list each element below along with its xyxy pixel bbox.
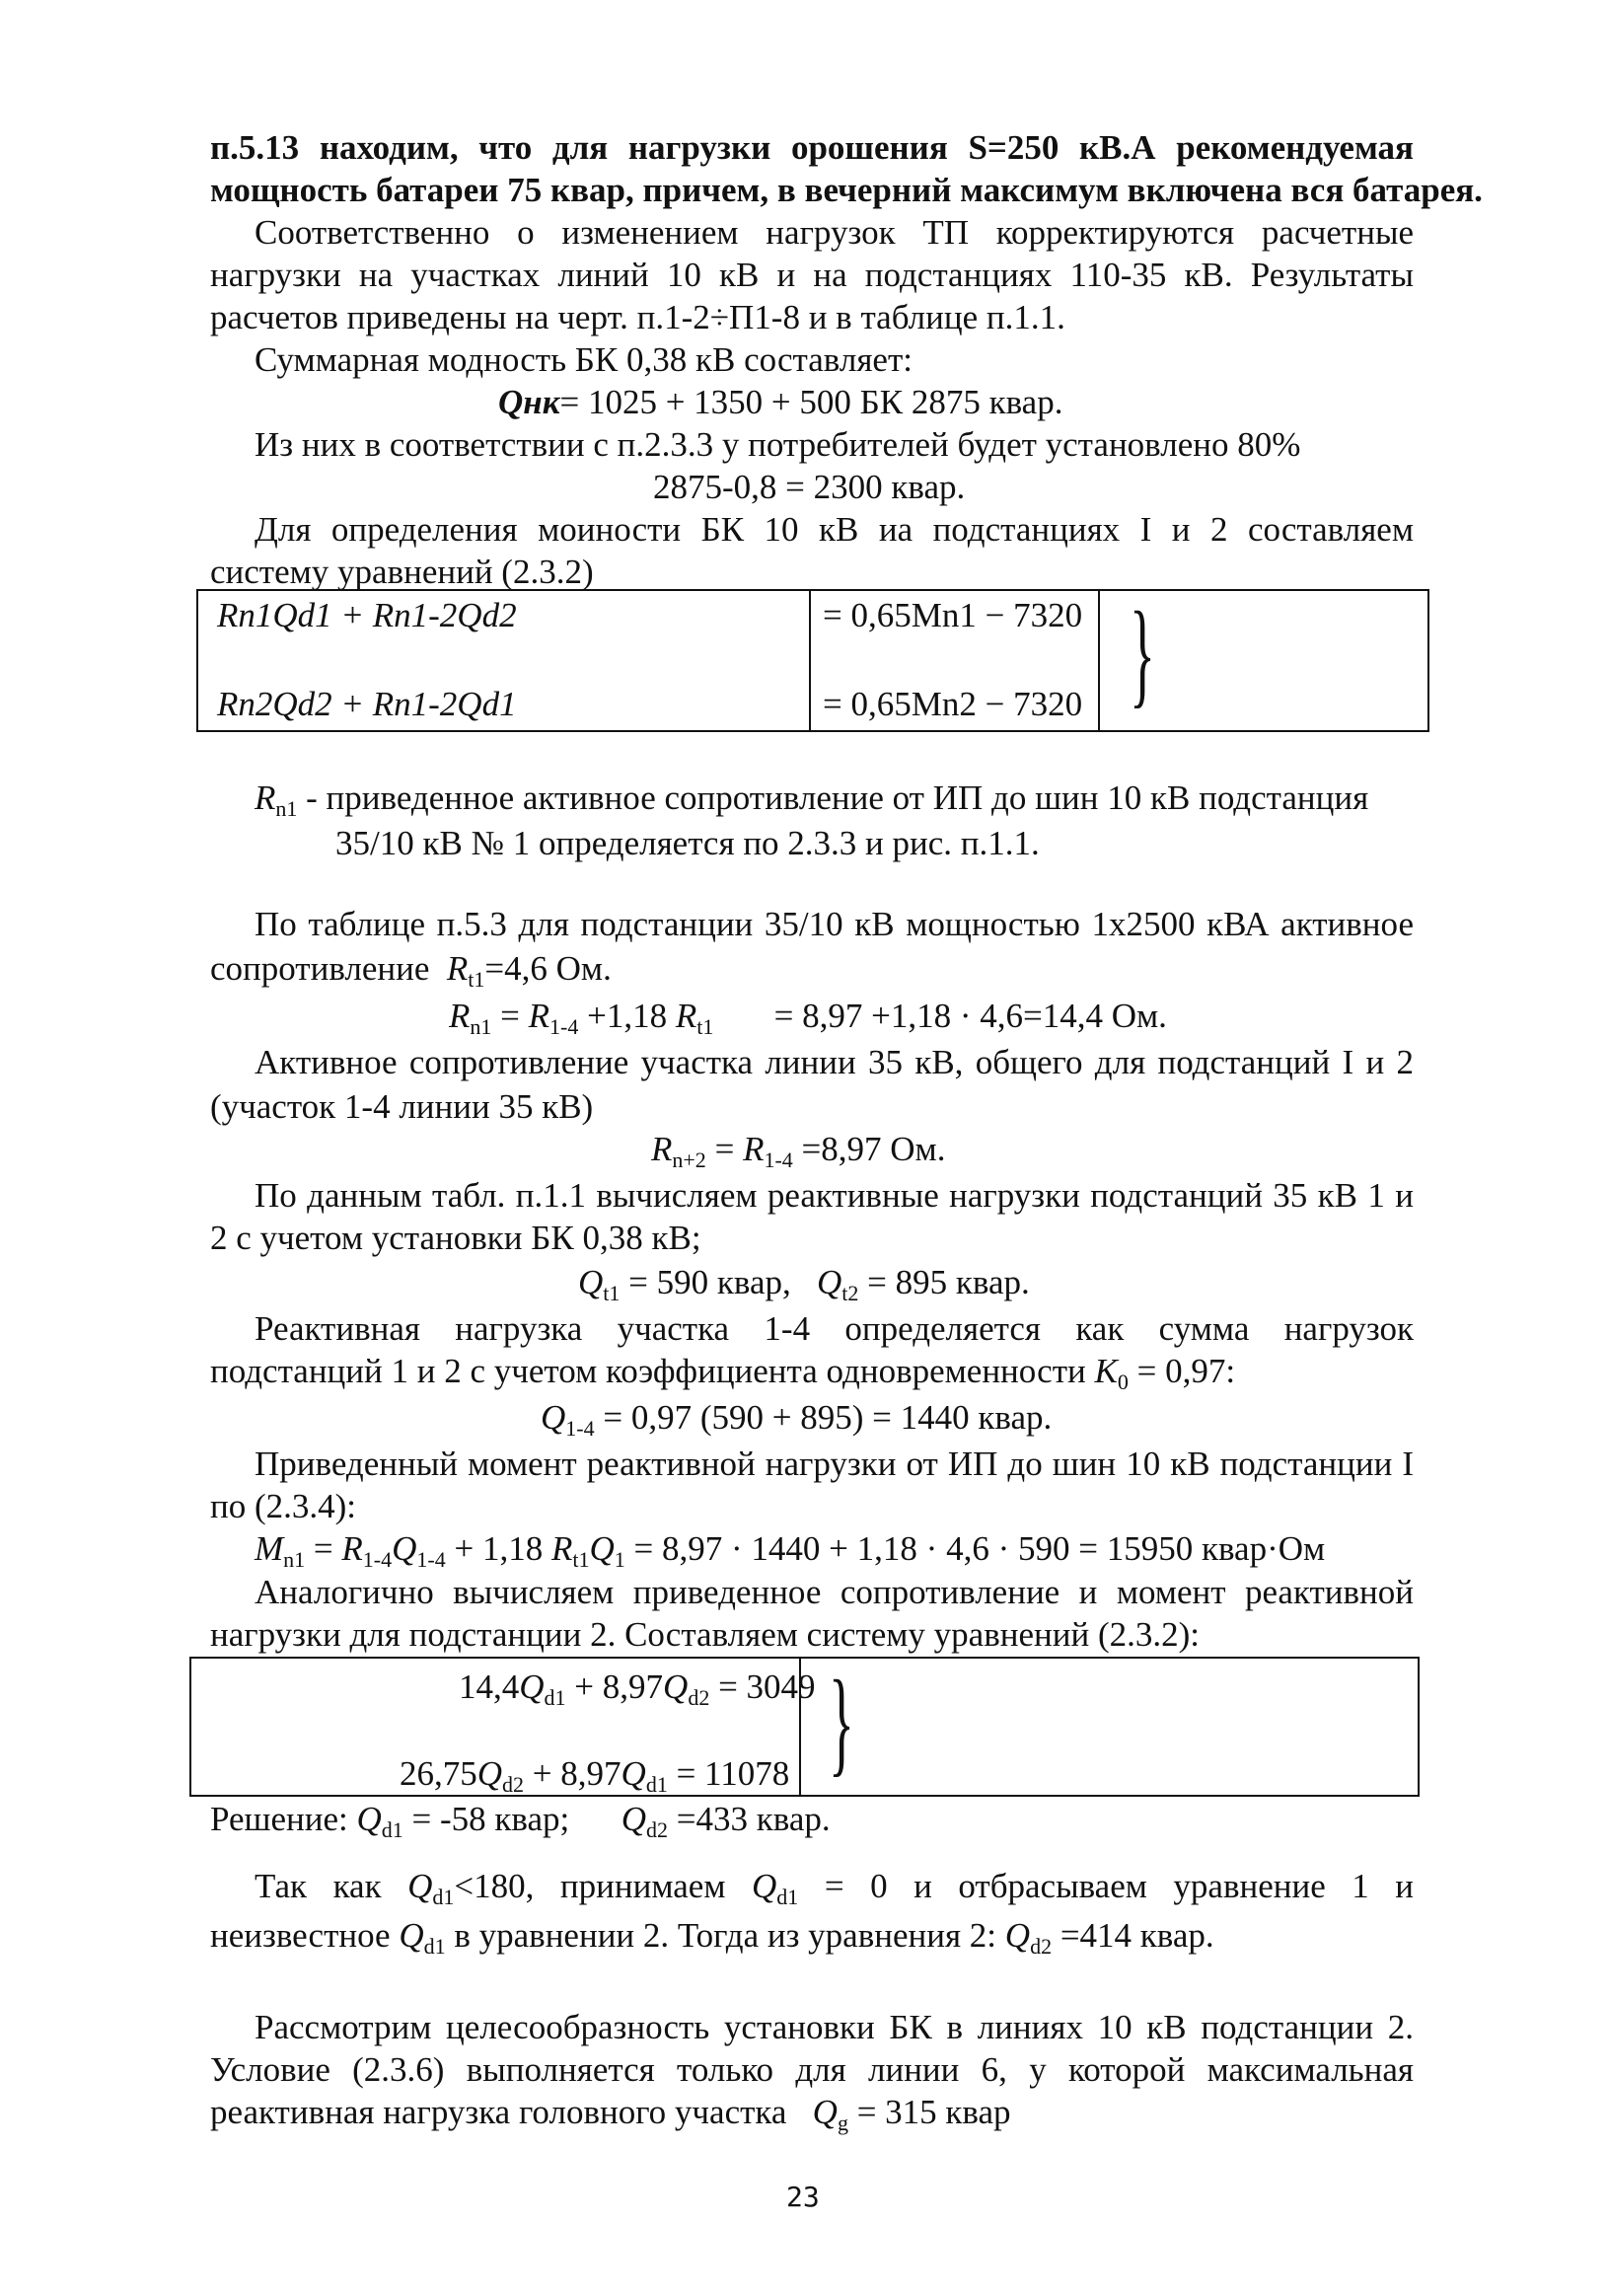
qnk-symbol: Qнк [498,383,560,421]
text-line-1: п.5.13 находим, что для нагрузки орошения S=250 кВ.А рекомендуемая [210,128,1414,167]
text-section-1-4: (участок 1-4 линии 35 кВ) [210,1087,594,1126]
text-moment: Приведенный момент реактивной нагрузки от ИП до шин 10 кВ подстанции I [255,1444,1414,1483]
formula-qt: $Q_{t1} = 590$ квар, $Q_{t2} = 895$ квар. [578,1263,1030,1305]
text-consider: Рассмотрим целесообразность установки БК в линиях 10 кВ подстанции 2. [255,2008,1414,2046]
eq1-row2-left: Rn2Qd2 + Rn1-2Qd1 [217,685,517,723]
text-line-5: расчетов приведены на черт. п.1-2÷П1-8 и в таблице п.1.1. [210,298,1065,336]
text-line-3: Соответственно о изменением нагрузок ТП корректируются расчетные [255,213,1414,252]
text-analog: Аналогично вычисляем приведенное сопротивление и момент реактивной [255,1573,1414,1611]
text-system-2: нагрузки для подстанции 2. Составляем систему уравнений (2.3.2): [210,1615,1200,1654]
right-brace-icon: } [1130,587,1155,718]
formula-rn12: $R_{n+2} = R_{1-4} =8,97$ Ом. [651,1130,946,1172]
eq1-row2-right: = 0,65Mn2 − 7320 [823,685,1083,723]
text-condition: Условие (2.3.6) выполняется только для линии 6, у которой максимальная [210,2050,1414,2089]
qnk-value: = 1025 + 1350 + 500 БК 2875 квар. [559,383,1063,421]
text-resistance: сопротивление $R_{t1}=4,6$ Ом. [210,949,612,992]
text-bk: 2 с учетом установки БК 0,38 кВ; [210,1219,701,1257]
text-table-5-3: По таблице п.5.3 для подстанции 35/10 кВ мощностью 1х2500 кВА активное [255,905,1414,943]
formula-rn1: $R_{n1} = R_{1-4} +1,18$ $R_{t1}$ = 8,97 +1,18 · 4,6=14,4 Ом. [449,997,1167,1039]
text-reactive-load: Реактивная нагрузка участка 1-4 определяется как сумма нагрузок [255,1309,1414,1348]
eq1-row1-left: Rn1Qd1 + Rn1-2Qd2 [217,596,517,634]
text-head-load: реактивная нагрузка головного участка $Q_g = 315$ квар [210,2093,1011,2135]
text-line-6: Суммарная модность БК 0,38 кВ составляет: [255,340,913,379]
text-line-4: нагрузки на участках линий 10 кВ и на подстанциях 110-35 кВ. Результаты [210,256,1414,294]
rn1-definition: $R_{n1}$ - приведенное активное сопротивление от ИП до шин 10 кВ подстанция [255,778,1369,821]
table-divider [809,589,811,730]
text-since: Так как $Q_{d1}<180$, принимаем $Q_{d1} = 0$ и отбрасываем уравнение 1 и [255,1867,1415,1909]
text-solution: Решение: $Q_{d1} = -58$ квар; $Q_{d2} =433$ квар. [210,1800,831,1842]
text-coef: подстанций 1 и 2 с учетом коэффициента одновременности $K_0 = 0,97$: [210,1352,1236,1394]
text-line-9: 2875-0,8 = 2300 квар. [653,468,966,506]
right-brace-icon: } [829,1656,854,1787]
formula-moment: $M_{n1} = R_{1-4}Q_{1-4} + 1,18$ $R_{t1}Q_1 = 8,97 \cdot 1440 + 1,18 \cdot 4,6 \cdot 590 = 15950$ квар·Ом [255,1529,1326,1572]
text-line-2: мощность батареи 75 квар, причем, в вечерний максимум включена вся батарея. [210,171,1483,209]
formula-qnk [498,381,1062,423]
text-unknown: неизвестное $Q_{d1}$ в уравнении 2. Тогда из уравнения 2: $Q_{d2} =414$ квар. [210,1916,1214,1959]
eq2-row2: $26,75Q_{d2} + 8,97Q_{d1} = 11078$ [400,1754,790,1797]
text-ref-234: по (2.3.4): [210,1487,357,1525]
page-number: 23 [786,2181,820,2213]
eq1-row1-right: = 0,65Mn1 − 7320 [823,596,1083,634]
text-reactive: По данным табл. п.1.1 вычисляем реактивные нагрузки подстанций 35 кВ 1 и [255,1176,1414,1215]
text-line-11: систему уравнений (2.3.2) [210,553,594,591]
rn1-definition-cont: 35/10 кВ № 1 определяется по 2.3.3 и рис. п.1.1. [335,824,1040,862]
eq2-row1: $14,4Q_{d1} + 8,97Q_{d2} = 3049$ [459,1667,816,1710]
text-line-10: Для определения моиности БК 10 кВ иа подстанциях I и 2 составляем [255,510,1414,549]
formula-q14: $Q_{1-4} = 0,97$ (590 + 895) = 1440 квар. [541,1398,1053,1441]
table-divider [1098,589,1100,730]
text-line-8: Из них в соответствии с п.2.3.3 у потребителей будет установлено 80% [255,425,1301,464]
text-line-35kv: Активное сопротивление участка линии 35 кВ, общего для подстанций I и 2 [255,1043,1414,1081]
